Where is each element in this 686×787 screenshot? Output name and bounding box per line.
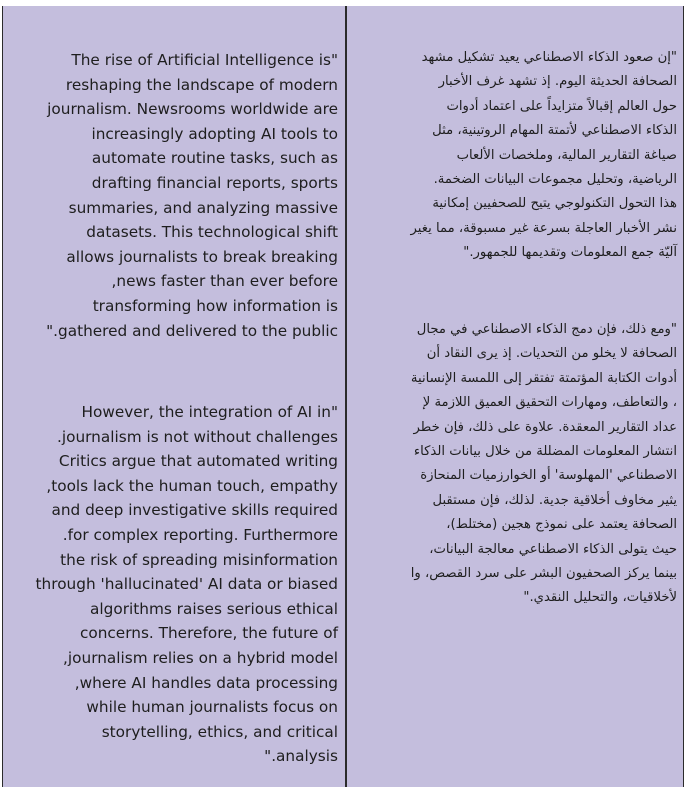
arabic-paragraph-1: "إن صعود الذكاء الاصطناعي يعيد تشكيل مشهد الصحافة الحديثة اليوم. إذ تشهد غرف الأخبار حول العالم إقبالاً متزايداً على اعتماد أدوات الذكاء الاصطناعي لأتمتة المهام الروتينية، مثل صياغة التقارير المالية، وملخصات الألعاب الرياضية، وتحليل مجموعات البيانات الضخمة. هذا التحول التكنولوجي يتيح للصحفيين إمكانية نشر الأخبار العاجلة بسرعة غير مسبوقة، مما يغير آليّة جمع المعلومات وتقديمها للجمهور." <box>410 50 677 261</box>
english-column <box>2 6 346 787</box>
translation-table <box>2 6 684 787</box>
english-paragraph-1: The rise of Artificial Intelligence is" reshaping the landscape of modern journalism. Newsrooms worldwide are increasingly adopting AI tools to automate routine tasks, such as drafting financial reports, sports summaries, and analyzing massive datasets. This technological shift allows journalists to break breaking ,news faster than ever before transforming how information is ".gathered and delivered to the public <box>46 51 338 340</box>
english-paragraph-2: However, the integration of AI in" .journalism is not without challenges Critics argue that automated writing ,tools lack the human touch, empathy and deep investigative skills required .for complex reporting. Furthermore the risk of spreading misinformation through 'hallucinated' AI data or biased algorithms raises serious ethical concerns. Therefore, the future of ,journalism relies on a hybrid model ,where AI handles data processing while human journalists focus on storytelling, ethics, and critical ".analysis <box>35 403 338 766</box>
arabic-column <box>346 6 684 787</box>
arabic-paragraph-2: "ومع ذلك، فإن دمج الذكاء الاصطناعي في مجال الصحافة لا يخلو من التحديات. إذ يرى النقاد أن أدوات الكتابة المؤتمتة تفتقر إلى اللمسة الإنسانية ، والتعاطف، ومهارات التحقيق العميق اللازمة لإ عداد التقارير المعقدة. علاوة على ذلك، فإن خطر انتشار المعلومات المضللة من خلال بيانات الذكاء الاصطناعي 'المهلوسة' أو الخوارزميات المنحازة يثير مخاوف أخلاقية جدية. لذلك، فإن مستقبل الصحافة يعتمد على نموذج هجين (مختلط)، حيث يتولى الذكاء الاصطناعي معالجة البيانات، بينما يركز الصحفيون البشر على سرد القصص، وا لأخلاقيات، والتحليل النقدي." <box>410 322 677 606</box>
